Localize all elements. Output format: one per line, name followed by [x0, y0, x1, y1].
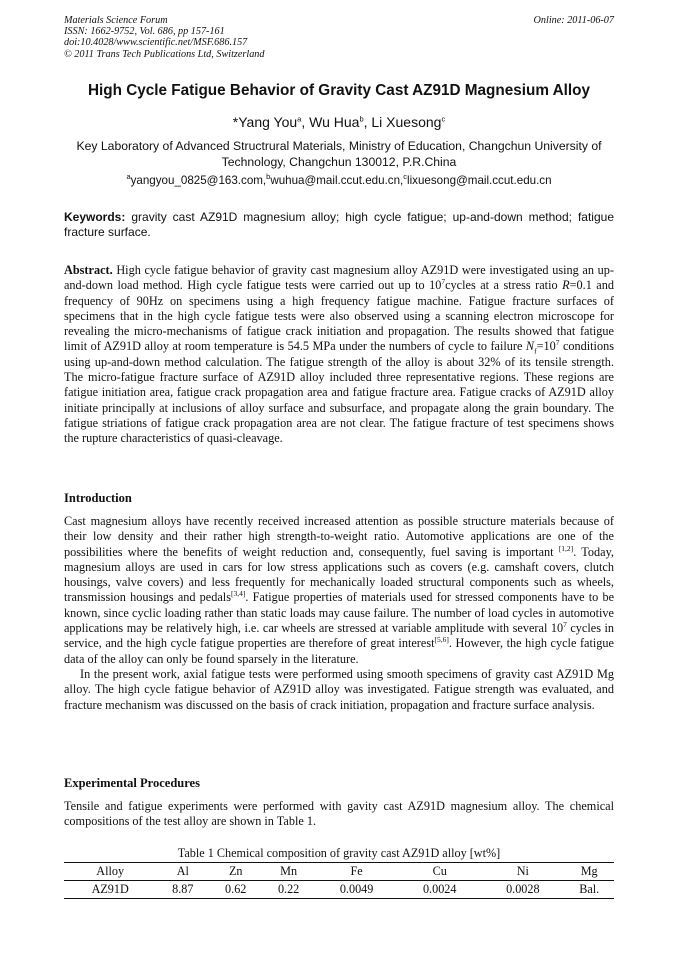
experimental-body: Tensile and fatigue experiments were performed with gavity cast AZ91D magnesium alloy. The chemical compositions of the test alloy are shown in Table 1. [64, 799, 614, 829]
body-text: . However, the high cycle fatigue data of the alloy can only be found sparsely in the literature. [64, 636, 614, 666]
abstract-text: =0.1 and frequency of 90Hz on specimens using a high frequency fatigue machine. Fatigue fracture surfaces of specimens that in the high cycle fatigue tests were also observed using a scanning electron microscope for revealing the micro-mechanisms of fatigue crack initiation and propagation. The results showed that fatigue limit of AZ91D alloy at room temperature is 54.5 MPa under the numbers of cycle to failure [64, 278, 614, 354]
abstract-text: High cycle fatigue behavior of gravity cast magnesium alloy AZ91D were investigated using an up-and-down load method. High cycle fatigue tests were carried out up to 10 [64, 263, 614, 293]
abstract [64, 263, 614, 447]
table-header-cell: Mg [580, 864, 598, 878]
composition-table [64, 862, 614, 899]
table-caption: Table 1 Chemical composition of gravity cast AZ91D alloy [wt%] [177, 846, 501, 860]
table-cell: AZ91D [91, 882, 129, 896]
table-header-cell: Zn [228, 864, 243, 878]
author-mark: c [441, 114, 446, 124]
table-cell: 0.0049 [339, 882, 374, 896]
author-name: *Yang You [232, 114, 298, 130]
citation: [1,2] [558, 543, 574, 553]
abstract-text: cycles at a stress ratio [445, 278, 563, 293]
table-row [64, 881, 614, 899]
table-header-row [64, 863, 614, 881]
exponent: 7 [441, 277, 446, 287]
table-header-cell: Alloy [96, 864, 125, 878]
email-mark: c [403, 172, 408, 182]
table-header-cell: Cu [432, 864, 447, 878]
table-header-cell: Fe [350, 864, 363, 878]
body-text: . Fatigue properties of materials used for stressed components have to be known, since cyclic loading rather than static loads may cause failure. The number of load cycles in automotive applications may be relatively high, i.e. car wheels are stressed at variable amplitude with several 10 [64, 590, 615, 636]
doi-line: doi:10.4028/www.scientific.net/MSF.686.157 [64, 37, 248, 49]
keywords-label: Keywords: [64, 210, 126, 224]
introduction-heading: Introduction [64, 491, 132, 505]
abstract-text: conditions using up-and-down method calculation. The fatigue strength of the alloy is about 32% of its tensile strength. The micro-fatigue fracture surface of AZ91D alloy included three representative regions. These regions are fatigue initiation area, fatigue crack propagation area and fatigue fracture area. Fatigue cracks of AZ91D alloy initiate principally at inclusions of alloy surface and subsurface, and propagate along the grain boundary. The fatigue striations of fatigue crack propagation area are not clear. The fatigue fracture of test specimens shows the rupture characteristics of quasi-cleavage. [64, 339, 614, 446]
table-cell: 0.62 [225, 882, 247, 896]
author-mark: a [297, 114, 302, 124]
subscript: f [534, 346, 537, 356]
body-text: cycles in service, and the high cycle fatigue properties are therefore of great interest [64, 621, 614, 651]
exponent: 7 [563, 620, 567, 629]
issn-line: ISSN: 1662-9752, Vol. 686, pp 157-161 [64, 26, 225, 38]
journal-header [64, 15, 424, 60]
journal-name: Materials Science Forum [64, 15, 168, 26]
table-cell: 8.87 [172, 882, 194, 896]
author-name: Wu Hua [309, 114, 360, 130]
online-date: Online: 2011-06-07 [533, 15, 614, 26]
table-cell: 0.0024 [422, 882, 457, 896]
introduction-paragraph [64, 514, 614, 667]
abstract-text: =10 [536, 339, 556, 354]
table-cell: 0.0028 [506, 882, 540, 896]
citation: [5,6] [434, 635, 449, 645]
table-header-cell: Al [176, 864, 189, 878]
experimental-heading: Experimental Procedures [64, 776, 200, 790]
table-cell: Bal. [579, 882, 600, 896]
copyright-line: © 2011 Trans Tech Publications Ltd, Switzerland [64, 48, 265, 60]
citation: [3,4] [230, 589, 246, 599]
email-address: lixuesong@mail.ccut.edu.cn [407, 174, 552, 187]
email-list: $^a$yangyou_0825@163.com,$^b$wuhua@mail.ccut.edu.cn,$^c$lixuesong@mail.ccut.edu.cn [126, 172, 552, 187]
author-mark: b [359, 114, 364, 124]
table-header-cell: Ni [516, 864, 529, 878]
email-address: wuhua@mail.ccut.edu.cn [270, 174, 401, 187]
exponent: 7 [555, 338, 560, 348]
introduction-paragraph: In the present work, axial fatigue tests were performed using smooth specimens of gravity cast AZ91D Mg alloy. The high cycle fatigue behavior of AZ91D alloy was investigated. Fatigue strength was evaluated, and fracture mechanism was discussed on the basis of crack initiation, propagation and fracture surface analysis. [64, 666, 614, 712]
table-header-cell: Mn [280, 864, 298, 878]
table-cell: 0.22 [277, 882, 300, 896]
keywords-text: gravity cast AZ91D magnesium alloy; high cycle fatigue; up-and-down method; fatigue fracture surface. [64, 210, 614, 239]
symbol-r: R [562, 278, 570, 293]
author-list: *Yang You$^a$, Wu Hua$^b$, Li Xuesong$^c$ [232, 114, 446, 130]
paper-title: High Cycle Fatigue Behavior of Gravity Cast AZ91D Magnesium Alloy [87, 82, 591, 99]
body-text: Cast magnesium alloys have recently received increased attention as possible structure materials because of their low density and their rather high strength-to-weight ratio. Automotive applications are one of the possibilities where the benefits of weight reduction and, consequently, fuel saving is important [64, 514, 614, 559]
introduction-body [64, 514, 614, 713]
email-mark: a [126, 172, 131, 182]
email-mark: b [266, 172, 271, 182]
author-name: Li Xuesong [371, 114, 442, 130]
affiliation: Key Laboratory of Advanced Structrural Materials, Ministry of Education, Changchun University of Technology, Changchun 130012, P.R.China [76, 139, 602, 169]
symbol-n: N [525, 339, 535, 354]
email-address: yangyou_0825@163.com [130, 174, 263, 187]
abstract-label: Abstract. [64, 263, 113, 277]
keywords [64, 210, 614, 240]
body-text: . Today, magnesium alloys are used in cars for low stress applications such as covers (e.g. camshaft covers, clutch housings, valve covers) and less frequently for mechanically loaded structural components such as wheels, transmission housings and pedals [64, 544, 614, 605]
